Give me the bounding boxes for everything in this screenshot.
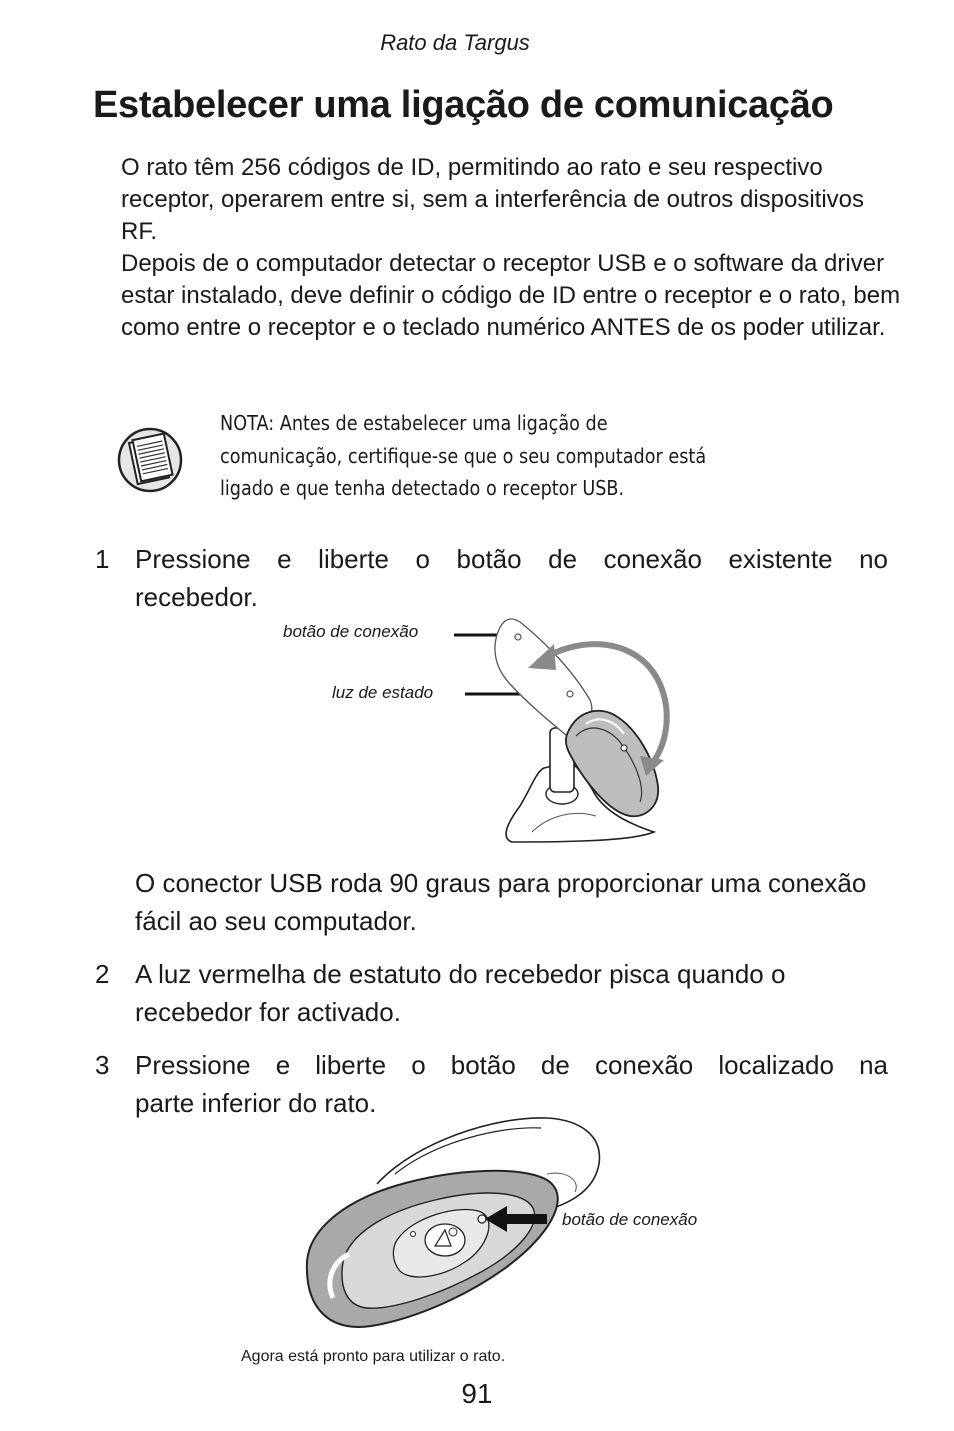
- step-2-text: A luz vermelha de estatuto do recebedor pisca quando o recebedor for activado.: [135, 959, 786, 1027]
- receiver-status-light-label: luz de estado: [332, 683, 434, 702]
- note-line: NOTA: Antes de estabelecer uma ligação de: [220, 411, 608, 435]
- step-1-text: [135, 540, 888, 616]
- intro-paragraph-1: O rato têm 256 códigos de ID, permitindo ao rato e seu respectivo receptor, operarem entre si, sem a interferência de outros dispositivos RF.: [121, 154, 865, 245]
- step-1-followup: O conector USB roda 90 graus para proporcionar uma conexão fácil ao seu computador.: [135, 868, 867, 936]
- receiver-illustration: [440, 610, 690, 850]
- step-3-number: 3: [95, 1050, 110, 1080]
- step-3-text: [135, 1046, 888, 1122]
- note-text: [220, 407, 770, 505]
- note-line: ligado e que tenha detectado o receptor USB.: [220, 476, 625, 500]
- step-3-line-1: Pressione e liberte o botão de conexão localizado na: [135, 1050, 888, 1080]
- page-number: 91: [461, 1378, 493, 1409]
- intro-paragraph-2: Depois de o computador detectar o receptor USB e o software da driver estar instalado, deve definir o código de ID entre o receptor e o rato, bem como entre o receptor e o teclado numérico ANTES de os poder utilizar.: [121, 250, 901, 341]
- note-line: comunicação, certifique-se que o seu computador está: [220, 443, 707, 468]
- receiver-connect-button-label: botão de conexão: [283, 622, 419, 641]
- running-header: Rato da Targus: [380, 30, 530, 55]
- step-1-number: 1: [95, 544, 110, 574]
- step-1-line-2: recebedor.: [135, 582, 258, 612]
- step-2-number: 2: [95, 959, 110, 989]
- step-3-line-2: parte inferior do rato.: [135, 1088, 377, 1118]
- page-title: Estabelecer uma ligação de comunicação: [93, 84, 834, 126]
- mouse-connect-button-label: botão de conexão: [562, 1210, 698, 1229]
- step-1-line-1: Pressione e liberte o botão de conexão existente no: [135, 544, 888, 574]
- figure-caption: Agora está pronto para utilizar o rato.: [241, 1348, 506, 1365]
- notepad-icon: [116, 426, 184, 494]
- intro-text: [121, 152, 901, 344]
